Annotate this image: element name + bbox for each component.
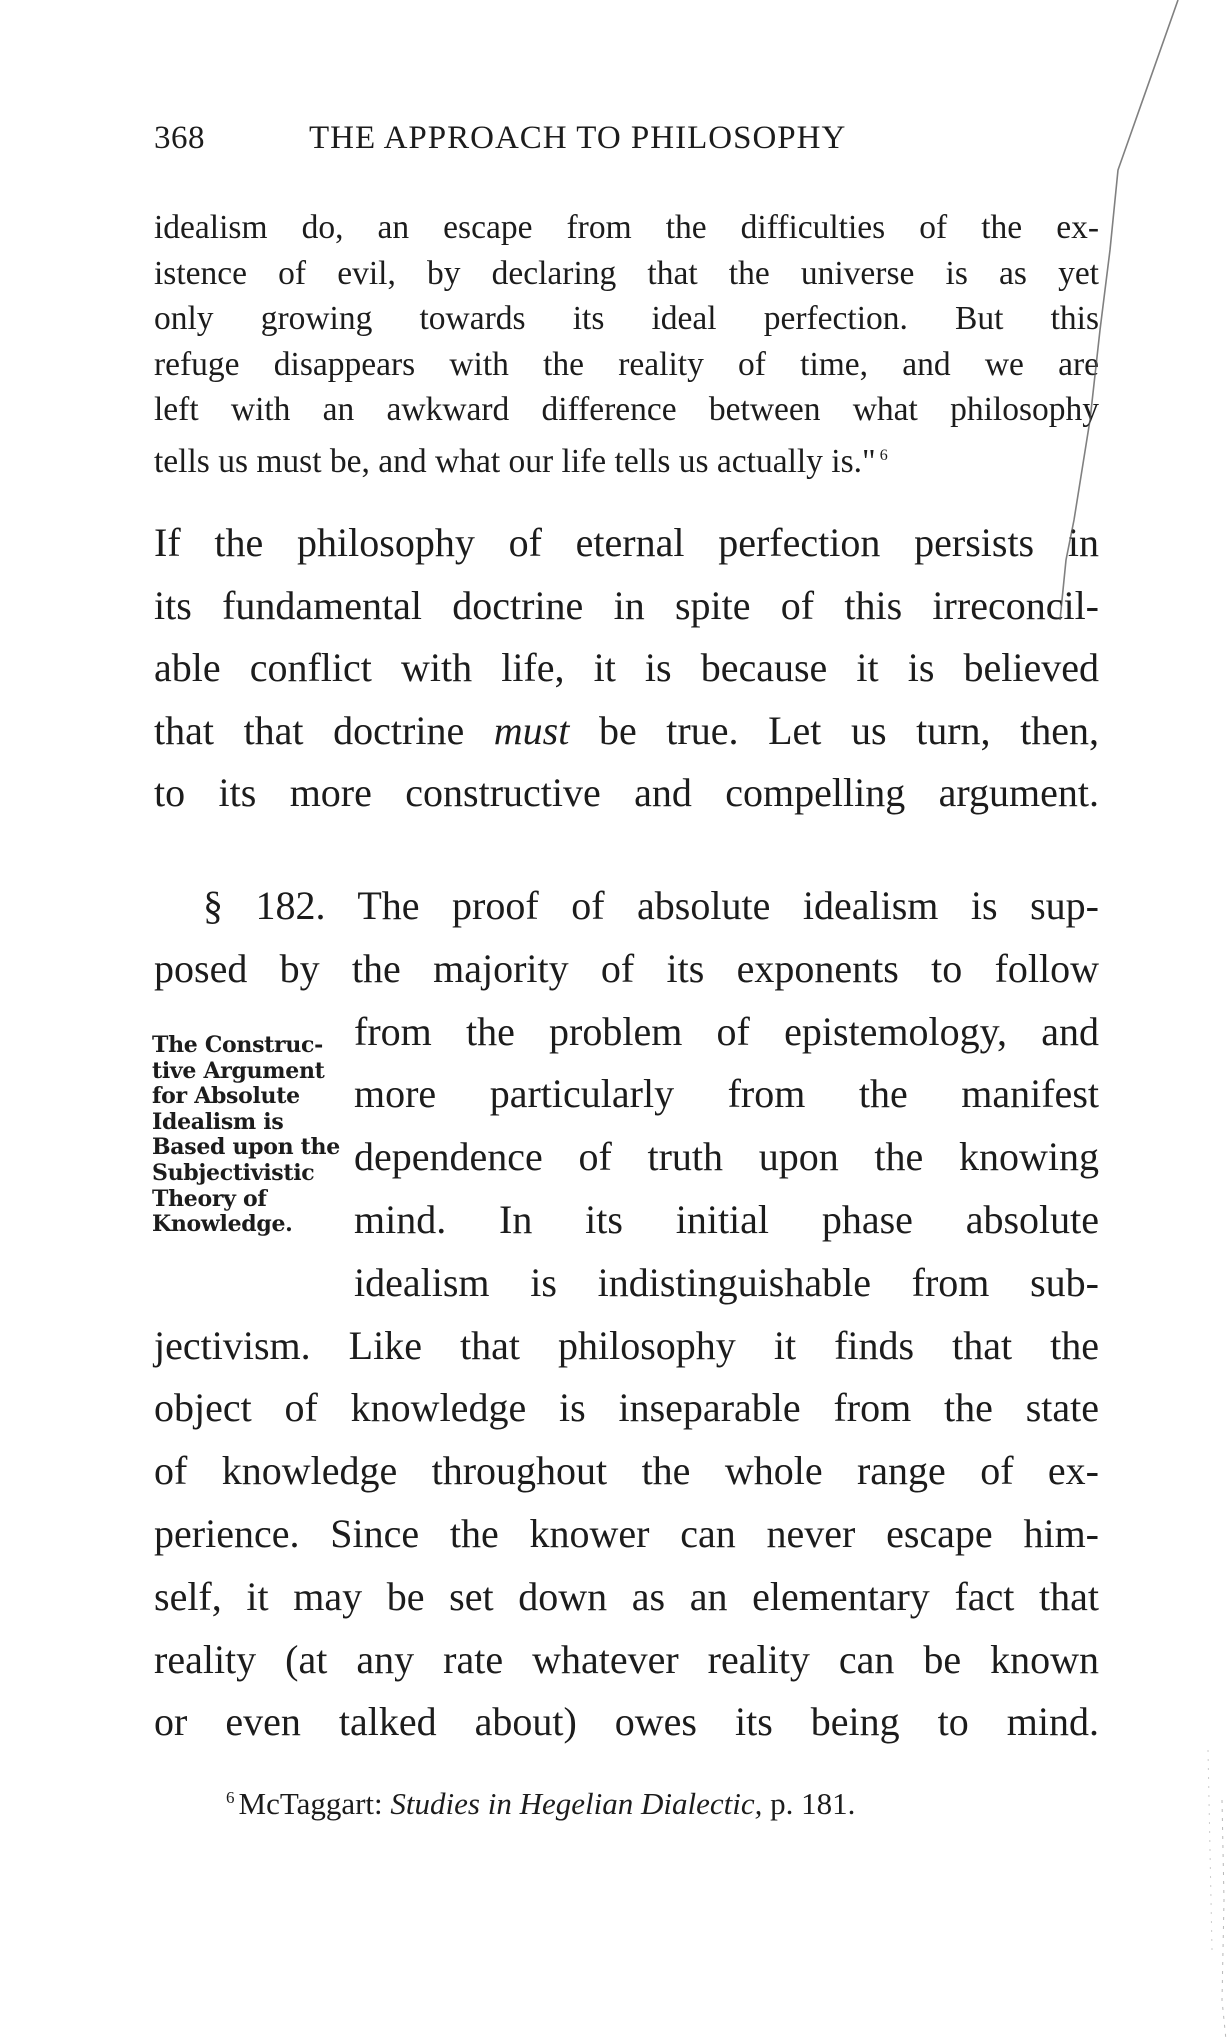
quote-line: idealism do, an escape from the difficulties of the ex- (154, 209, 1099, 246)
page-number: 368 (154, 120, 205, 156)
quote-line: left with an awkward difference between what philosophy (154, 391, 1099, 429)
body-line: jectivism. Like that philosophy it finds that the (154, 1322, 1099, 1368)
sidenote-line: Knowledge. (152, 1211, 293, 1238)
footnote-mark: 6 (226, 1787, 235, 1807)
block-quote (154, 205, 1099, 479)
quote-line: only growing towards its ideal perfection. But this (154, 300, 1099, 338)
footnote-reference: 6 (879, 446, 888, 464)
body-line: If the philosophy of eternal perfection persists in (154, 520, 1099, 565)
sidenote-line: Idealism is (152, 1108, 284, 1135)
body-line: reality (at any rate whatever reality can be known (154, 1636, 1099, 1682)
body-text: that that doctrine (154, 707, 494, 753)
footnote-author: McTaggart: (238, 1786, 391, 1821)
footnote (226, 1786, 855, 1822)
quote-last-line (154, 433, 1099, 479)
body-line: from the problem of epistemology, and (354, 1008, 1099, 1054)
sidenote-line: The Construc- (152, 1032, 323, 1058)
running-header (154, 120, 1104, 168)
body-line: self, it may be set down as an elementary fact that (154, 1573, 1099, 1619)
body-line: to its more constructive and compelling argument. (154, 770, 1099, 815)
quote-line: refuge disappears with the reality of time, and we are (154, 345, 1099, 383)
sidenote-line: for Absolute (152, 1083, 300, 1110)
footnote-page: p. 181. (762, 1786, 856, 1821)
quote-line: istence of evil, by declaring that the universe is as yet (154, 254, 1099, 292)
body-line: posed by the majority of its exponents to follow (154, 945, 1099, 991)
body-line: object of knowledge is inseparable from the state (154, 1385, 1099, 1431)
emphasized-word: must (493, 707, 570, 753)
body-text: be true. Let us turn, then, (569, 707, 1099, 753)
section-opening-line: § 182. The proof of absolute idealism is sup- (203, 883, 1099, 928)
body-line: idealism is indistinguishable from sub- (354, 1259, 1099, 1305)
footnote-title: Studies in Hegelian Dialectic, (390, 1786, 763, 1821)
body-line: or even talked about) owes its being to mind. (154, 1699, 1099, 1745)
body-line-emphasis (154, 700, 1099, 763)
body-line: perience. Since the knower can never escape him- (154, 1510, 1099, 1556)
running-title: THE APPROACH TO PHILOSOPHY (309, 120, 847, 156)
body-line: mind. In its initial phase absolute (354, 1196, 1099, 1242)
quote-line: tells us must be, and what our life tells us actually is." (154, 443, 876, 481)
margin-sidenote (152, 1033, 352, 1238)
body-line: its fundamental doctrine in spite of this irreconcil- (154, 582, 1099, 628)
sidenote-line: Subjectivistic (152, 1159, 315, 1186)
body-line: of knowledge throughout the whole range of ex- (154, 1448, 1099, 1494)
sidenote-line: Theory of (152, 1185, 267, 1212)
body-line: able conflict with life, it is because it is believed (154, 645, 1099, 690)
sidenote-line: Based upon the (152, 1134, 340, 1161)
body-line: dependence of truth upon the knowing (354, 1134, 1099, 1180)
body-line: more particularly from the manifest (354, 1071, 1099, 1117)
paragraph-perfection (154, 512, 1099, 825)
sidenote-line: tive Argument (152, 1057, 325, 1084)
paragraph-section-182 (154, 875, 1099, 1754)
